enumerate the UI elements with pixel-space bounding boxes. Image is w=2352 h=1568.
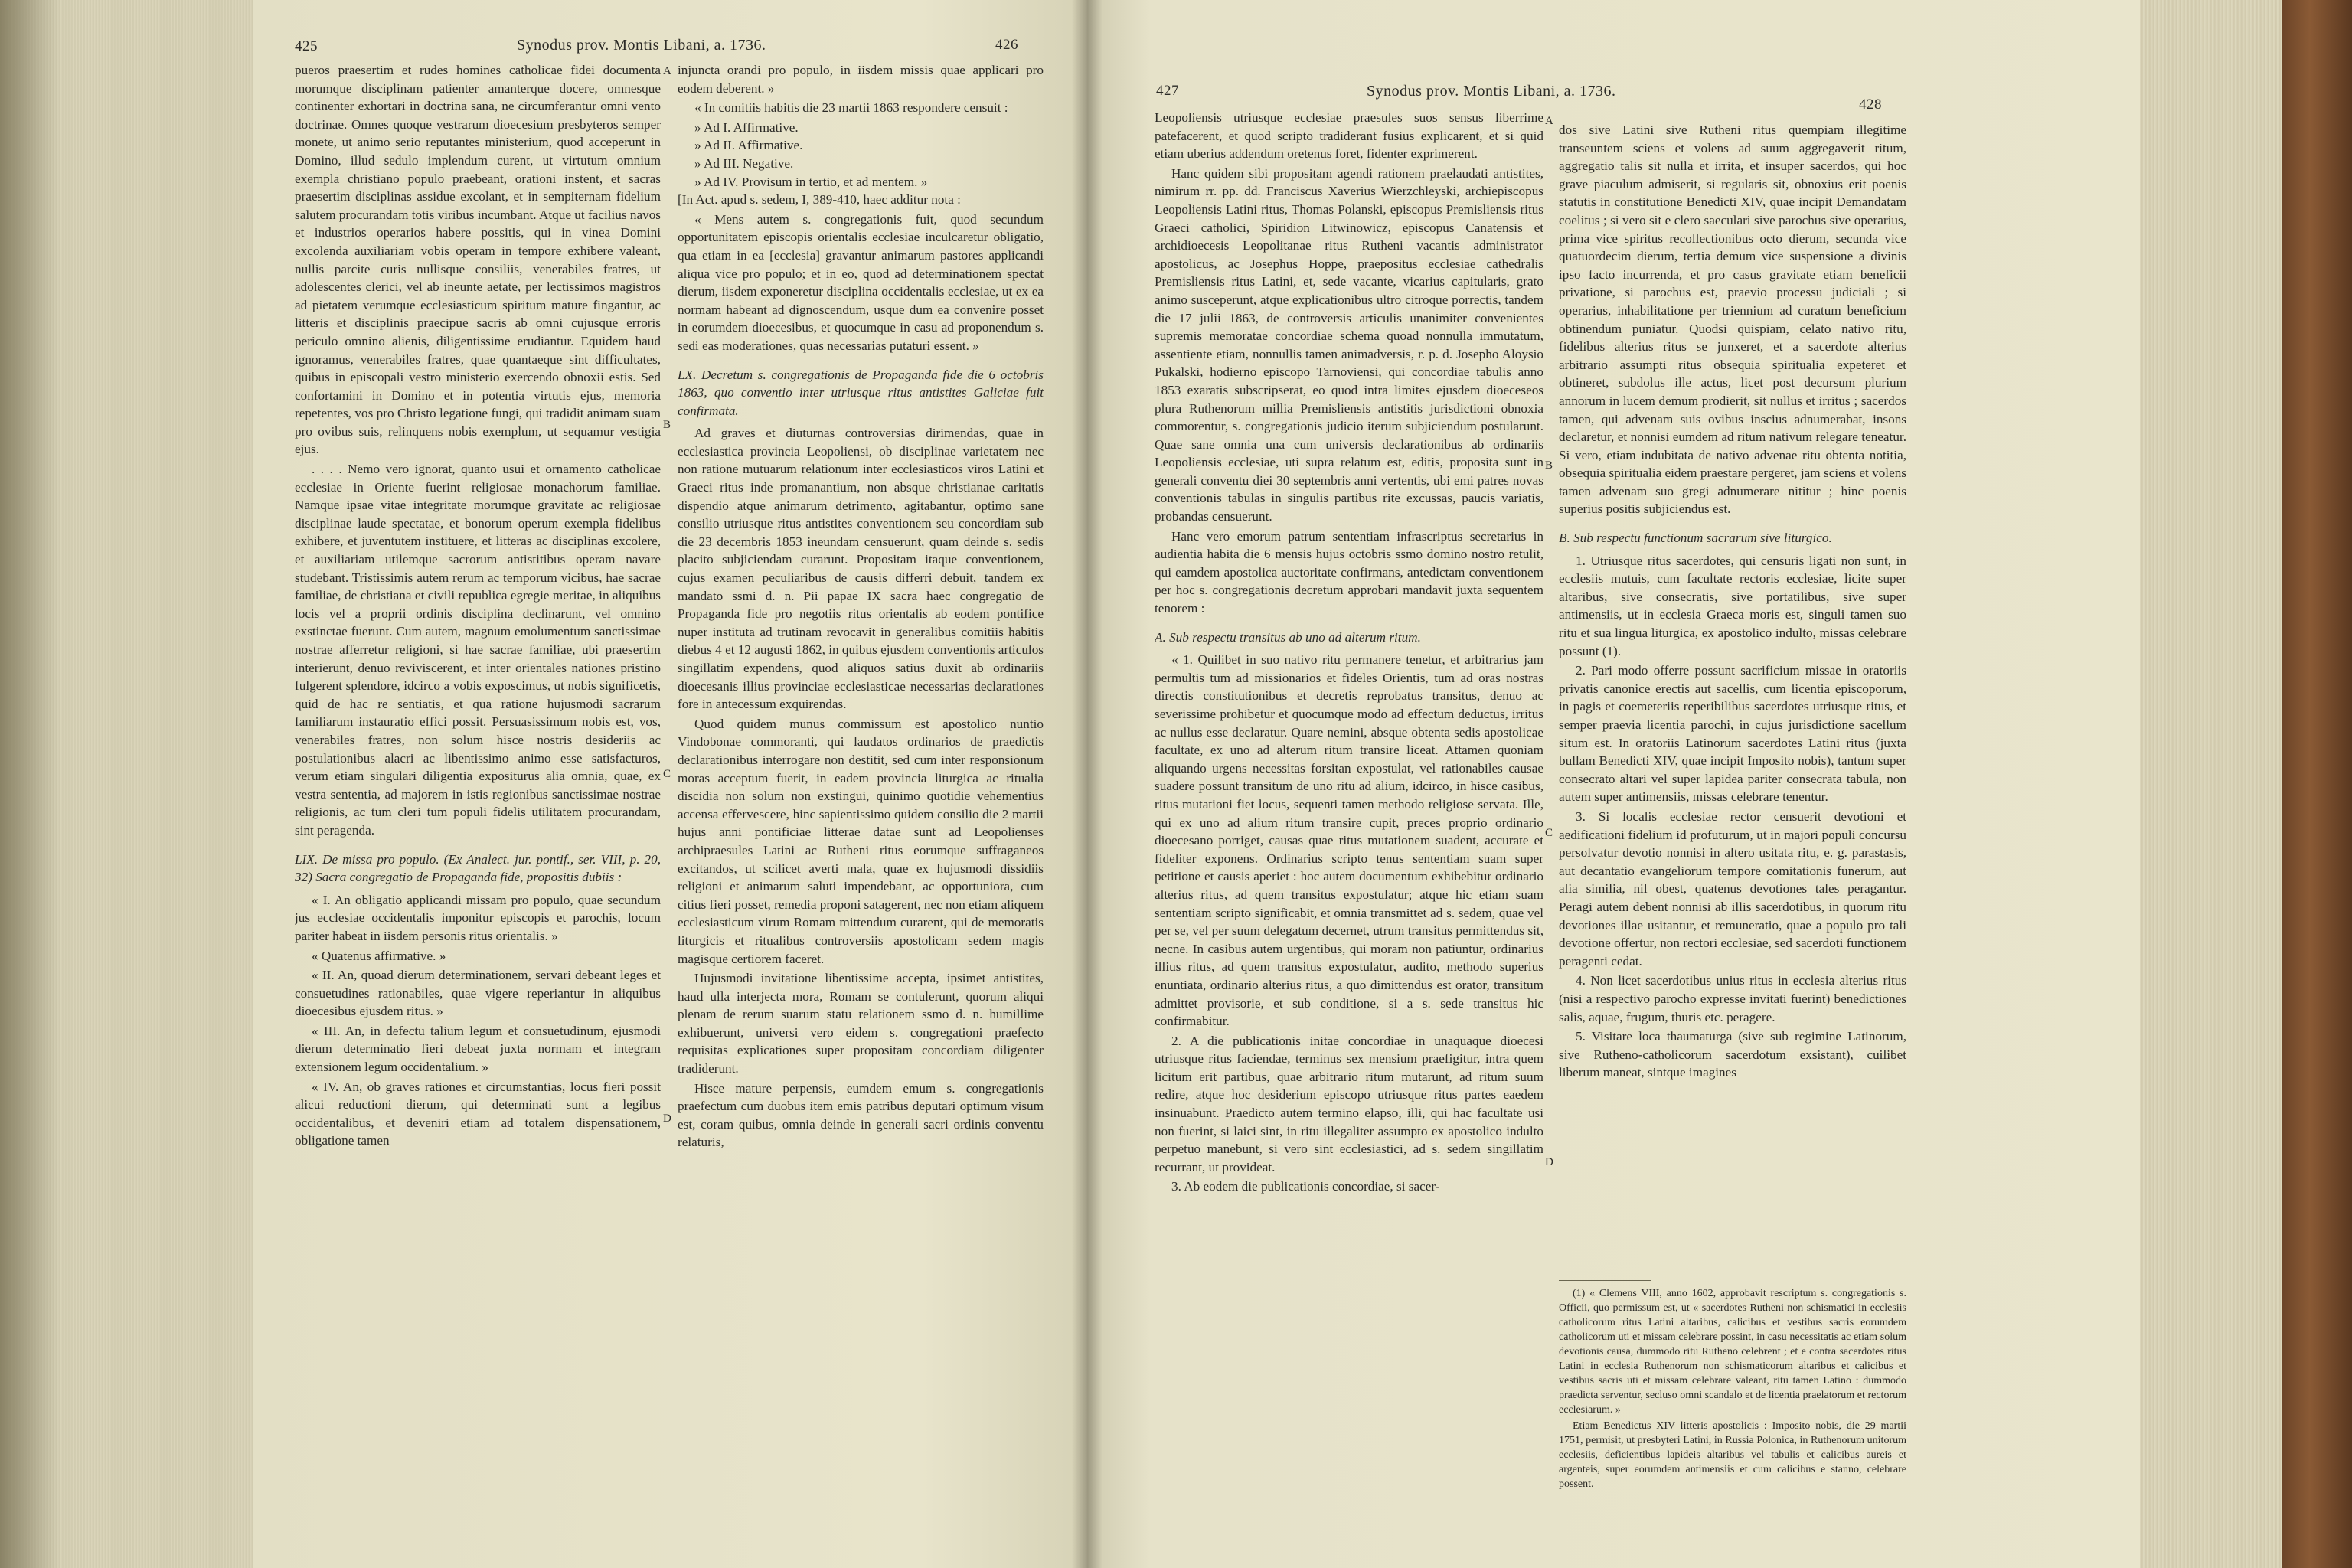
left-column-1: [295, 61, 661, 1543]
paragraph: LIX. De missa pro populo. (Ex Analect. jur. pontif., ser. VIII, p. 20, 32) Sacra congregatio de Propaganda fide, propositis dubiis :: [295, 851, 661, 885]
left-page-number-left: 425: [295, 38, 318, 54]
paragraph: « In comitiis habitis die 23 martii 1863 respondere censuit :: [694, 100, 1008, 116]
margin-letter-d: D: [663, 1112, 671, 1125]
paragraph: Hanc quidem sibi propositam agendi rationem praelaudati antistites, nimirum rr. pp. dd. Franciscus Xaverius Wierzchleyski, archiepiscopus Leopoliensis Latini ritus, Thomas Polanski, episcopus Premisliensis ritus Graeci catholici, Spiridion Litwinowicz, episcopus Canatensis et archidioecesis Leopolitanae ritus Rutheni vacantis administrator apostolicus, ac Josephus Hoppe, praepositus ecclesiae cathedralis Premisliensis ritus Latini, et, sede vacante, vicarius capitularis, grato animo susceperunt, atque explicationibus ultro citroque porrectis, tandem die 17 julii 1863, de controversis articulis unanimiter convenientes supremis memoratae concordiae schema quoad nonnulla immutatum, assentiente etiam, nonnullis tamen animadversis, r. p. d. Josepho Aloysio Pukalski, hodierno episcopo Tarnoviensi, qui concordiae tabulis anno 1853 exaratis subscripserat, eo quod intra limites ejusdem dioeceseos plura Ruthenorum millia Premisliensis antistitis jurisdictioni obnoxia commorentur, s. congregationis judicio iterum subjiciendum postularunt. Quae sane omnia una cum universis declarationibus ab ordinariis Leopoliensis ecclesiae, uti supra relatum est, editis, proposita sunt in generali conventu diei 30 septembris anni vertentis, ubi emi patres novas conventionis tabulas in singulis partibus rite excussas, paucis variatis, probandas censuerunt.: [1155, 165, 1544, 524]
paragraph: Leopoliensis utriusque ecclesiae praesules suos sensus liberrime patefacerent, et quod scripto tradiderant fusius explicarent, et si quid etiam uberius addendum oretenus foret, fidenter exprimerent.: [1155, 110, 1544, 162]
margin-letter-a: A: [663, 65, 671, 77]
right-running-head: Synodus prov. Montis Libani, a. 1736.: [1367, 83, 1616, 100]
paragraph: » Ad III. Negative.: [694, 155, 794, 171]
book-cover-edge: [2282, 0, 2352, 1568]
right-column-1: [1155, 109, 1544, 1540]
footnotes: [1559, 1286, 1906, 1539]
margin-letter-d-right: D: [1545, 1156, 1553, 1168]
paragraph: » Ad I. Affirmative.: [694, 119, 799, 135]
paragraph: « 1. Quilibet in suo nativo ritu permanere tenetur, et arbitrarius jam permultis tum ad missionarios et fideles Orientis, tum ad oras nostras directis constitutionibus et decretis reprobatus transitus, denuo ac severissime prohibetur et quocumque modo ad effectum deductus, irritus ac nullus esse declaratur. Quare nemini, absque obtenta sedis apostolicae facultate, ex uno ad alterum ritum transire liceat. Attamen quoniam aliquando urgens necessitas forsitan expostulat, vel rationabiles causae suadere possunt transitum de uno ritu ad alium, idcirco, in hisce casibus, ritus mutationi fiet locus, sequenti tamen methodo religiose servata. Ille, qui ex uno ad alium ritum transire cupit, preces proprio ordinario dioecesano porriget, causas quae ritus mutationem suadent, accurate et fideliter exponens. Ordinarius scripto tenus sententiam suam super petitione et causis aperiet : hoc autem documentum exhibebitur ordinario alterius ritus, ad quem transitus expostulatur; atque hic etiam suam sententiam scripto significabit, et omnia transmittet ad s. sedem, quae vel per se, vel per suum delegatum decernet, utrum transitus permittendus sit, necne. In casibus autem urgentibus, qui moram non patiuntur, ordinarius illius ritus, ad quem transitus expostulatur, audito, methodo superius enuntiata, ordinario alterius ritus, a quo dimittendus est orator, transitum admittet provisorie, et sub conditione, si a s. sede transitus hic confirmabitur.: [1155, 652, 1544, 1029]
paragraph: LX. Decretum s. congregationis de Propaganda fide die 6 octobris 1863, quo conventio inter utriusque ritus antistites Galiciae fuit confirmata.: [678, 367, 1044, 418]
paragraph: 2. A die publicationis initae concordiae in unaquaque dioecesi utriusque ritus faciendae, terminus sex mensium praefigitur, intra quem licitum erit partibus, quae arbitrario ritum mutarunt, ad ritum suum redire, atque hoc desiderium episcopo utriusque ritus partes eaedem insinuabunt. Praedicto autem termino elapso, illi, qui hac facultate usi non fuerint, si laici sint, in ritu illegaliter assumpto ex apostolico indulto perpetuo manebunt, si vero sint ecclesiastici, ad s. sedem singillatim recurrant, ut provideat.: [1155, 1033, 1544, 1174]
paragraph: [In Act. apud s. sedem, I, 389-410, haec additur nota :: [678, 192, 961, 207]
margin-letter-b-right: B: [1545, 459, 1553, 472]
paragraph: 2. Pari modo offerre possunt sacrificium missae in oratoriis privatis canonice erectis aut sacellis, cum licentia episcoporum, in pagis et coemeteriis reperibilibus sacerdotes utriusque ritus, et semper praevia licentia parochi, in cujus jurisdictione sacellum situm est. In oratoriis Latinorum sacerdotes Latini ritus (juxta bullam Benedicti XIV, quae incipit Imposito nobis), tantum super consecrato altari vel super lapidea pariter consecrata tabula, non autem super antimensiis, missas celebrare tenentur.: [1559, 663, 1906, 805]
book-gutter: [1072, 0, 1102, 1568]
paragraph: 3. Si localis ecclesiae rector censuerit devotioni et aedificationi fidelium id profuturum, ut in majori populi concursu persolvatur devotio nonnisi in altero usitata ritu, e. g. parastasis, aut decantatio evangeliorum tempore comitationis funerum, aut alia similia, nil obest, quatenus devotiones tales peragantur. Peragi autem debent nonnisi ab illis sacerdotibus, in quorum ritu devotiones illae usitantur, et remuneratio, quae a populo pro tali devotione offertur, non rectori ecclesiae, sed sacerdoti functionem peragenti cedat.: [1559, 808, 1906, 969]
paragraph: « II. An, quoad dierum determinationem, servari debeant leges et consuetudines rationabiles, quae vigere reperiantur in aliquibus dioecesibus ejusdem ritus. »: [295, 968, 661, 1019]
margin-letter-c: C: [663, 768, 671, 780]
margin-letter-c-right: C: [1545, 827, 1553, 839]
footnote: (1) « Clemens VIII, anno 1602, approbavit rescriptum s. congregationis s. Officii, quo permissum est, ut « sacerdotes Rutheni non schismatici in ecclesiis catholicorum ritus Latini altaribus, calicibus et vestibus sacris eorumdem catholicorum uti et missam celebrare possint, in casu necessitatis ac etiam solum devotionis causa, dummodo ritu Rutheno celebrent ; et e contra sacerdotes ritus Latini in ecclesia Ruthenorum non schismaticorum altaribus et calicibus et vestibus sacris uti et missam celebrare valeant, ritu tamen Latino : dummodo praedicta serventur, secluso omni scandalo et de licentia praelatorum et rectorum ecclesiarum. »: [1559, 1288, 1906, 1416]
paragraph: « IV. An, ob graves rationes et circumstantias, locus fieri possit alicui reductioni dierum, qui determinati sunt a legibus occidentalibus, et deveniri etiam ad totalem dispensationem, obligatione tamen: [295, 1079, 661, 1148]
margin-letter-a-right: A: [1545, 115, 1553, 127]
paragraph: 4. Non licet sacerdotibus unius ritus in ecclesia alterius ritus (nisi a respectivo parocho expresse invitati fuerint) benedictiones salis, aquae, frugum, thuris etc. peragere.: [1559, 973, 1906, 1024]
right-page-edges: [2140, 0, 2282, 1568]
paragraph: injuncta orandi pro populo, in iisdem missis quae applicari pro eodem deberent. »: [678, 63, 1044, 96]
paragraph: Ad graves et diuturnas controversias dirimendas, quae in ecclesiastica provincia Leopoliensi, ob disciplinae varietatem nec non ratione mutuarum relationum inter ecclesiasticos viros Latini et Graeci ritus inde promanantium, non absque christianae caritatis dispendio atque animarum detrimento, agitabantur, optimo sane consilio utriusque ritus antistites conventionem seu concordiam sub die 23 decembris 1853 ineundam censuerunt, quam deinde s. sedis placito subjiciendam curarunt. Propositam itaque conventionem, cujus examen peculiaribus de causis differri debuit, tandem ex mandato ssmi d. n. Pii papae IX sacra haec congregatio de Propaganda fide pro negotiis ritus orientalis ab eodem pontifice nuper instituta ad trutinam revocavit in generalibus comitiis habitis diebus 4 et 12 augusti 1862, in quibus ejusdem conventionis articulos singillatim expendens, quod aliquos satius duxit ab ordinariis dioecesanis illius provinciae ecclesiasticae necessarias declarationes fore in antecessum exquirendas.: [678, 426, 1044, 712]
paragraph: 3. Ab eodem die publicationis concordiae, si sacer-: [1171, 1179, 1440, 1194]
paragraph: 1. Utriusque ritus sacerdotes, qui censuris ligati non sunt, in ecclesiis mutuis, cum facultate rectoris ecclesiae, licite super altaribus, sive consecratis, sive portatilibus, sive super antimensiis, ut in ecclesia Graeca moris est, singuli tamen suo ritu et sua lingua liturgica, ex apostolico indulto, missas celebrare possunt (1).: [1559, 553, 1906, 658]
left-running-head: Synodus prov. Montis Libani, a. 1736.: [517, 37, 766, 54]
margin-letter-b: B: [663, 419, 671, 431]
paragraph: » Ad IV. Provisum in tertio, et ad mentem. »: [694, 174, 928, 189]
paragraph: Hujusmodi invitatione libentissime accepta, ipsimet antistites, haud ulla interjecta mora, Romam se contulerunt, quorum aliqui plenam de rerum suarum statu relationem ssmo d. n. humillime exhibuerunt, universi vero eidem s. congregationi praefecto requisitas explicationes super propositam concordiam diligenter tradiderunt.: [678, 971, 1044, 1076]
left-column-2: [678, 61, 1044, 1543]
paragraph: Quod quidem munus commissum est apostolico nuntio Vindobonae commoranti, qui laudatos ordinarios de praedictis declarationibus interrogare non destitit, sed cum inter responsionum moras acceptum fuerit, in eadem provincia liturgica ac ritualia discidia non solum non exstingui, quinimo quotidie vehementius accensa effervescere, hinc sapientissimo quidem consilio die 2 martii hujus anni pontificiae litterae datae sunt ad Leopolienses archipraesules Latini ac Rutheni ritus eorumque suffraganeos excitandos, ut scilicet averti mala, quae ex hujusmodi dissidiis religioni et animarum saluti impendebant, ac opportuniora, cum citius fieri posset, remedia proponi satagerent, nec non etiam aliquem ecclesiasticum virum Romam mittendum curarent, qui de memoratis liturgicis et ritualibus controversiis apostolicam sedem magis magisque certiorem faceret.: [678, 716, 1044, 966]
paragraph: « Quatenus affirmative. »: [312, 948, 446, 963]
paragraph: . . . . Nemo vero ignorat, quanto usui et ornamento catholicae ecclesiae in Oriente fuerint religiosae monachorum familiae. Namque ipsae vitae integritate morumque gravitate ac religiosae disciplinae laude spectatae, et bonorum operum exempla fidelibus exhibere, et juventutem instituere, et litteras ac disciplinas excolere, et auxiliariam utilemque sacrorum antistitibus operam navare studebant. Tristissimis autem rerum ac temporum vicibus, hae sacrae familiae, de christiana et civili republica egregie meritae, in aliquibus locis vel a proprii ordinis disciplina declinarunt, vel omnino exstinctae fuerunt. Cum autem, magnum emolumentum sanctissimae nostrae afferretur religioni, si hae sacrae familiae, ubi praesertim interierunt, denuo reviviscerent, et inter orientales nationes pristino fulgerent splendore, idcirco a vobis exposcimus, ut nobis significetis, quid de hac re sentiatis, et qua ratione hujusmodi sacrarum familiarum instauratio effici possit. Persuasissimum nobis est, vos, venerabiles fratres, non solum hisce nostris desideriis ac postulationibus alacri ac libentissimo animo esse satisfacturos, verum etiam singulari diligentia expositurus alia omnia, quae, ex vestra sententia, ad majorem in istis regionibus sanctissimae nostrae religionis, ac tum cleri tum populi fidelis utilitatem procurandam, sint peragenda.: [295, 462, 661, 838]
paragraph: A. Sub respectu transitus ab uno ad alterum ritum.: [1155, 629, 1421, 645]
paragraph: Hanc vero emorum patrum sententiam infrascriptus secretarius in audientia habita die 6 mensis hujus octobris ssmo domino nostro retulit, qui eamdem apostolica auctoritate confirmans, antedictam conventionem per hoc s. congregationis decretum approbari mandavit juxta sequentem tenorem :: [1155, 528, 1544, 616]
left-page-edges: [0, 0, 253, 1568]
footnote: Etiam Benedictus XIV litteris apostolicis : Imposito nobis, die 29 martii 1751, permisit, ut presbyteri Latini, in Russia Polonica, in Ruthenorum unitorum ecclesiis, deficientibus lapideis altaribus vel tabulis et calicibus aureis et argenteis, super eorumdem antimensiis et cum calicibus e stanno, celebrare possent.: [1559, 1420, 1906, 1490]
right-page: [1087, 0, 2140, 1568]
right-page-number-right: 428: [1859, 96, 1882, 113]
right-page-number-left: 427: [1156, 83, 1179, 99]
paragraph: « Mens autem s. congregationis fuit, quod secundum opportunitatem episcopis orientalis ecclesiae inculcaretur obligatio, qua etiam in ea [ecclesia] gravantur animarum pastores applicandi aliqua vice pro populo; et in eo, quod ad determinationem spectat dierum, iisdem exponeretur disciplina occidentalis ecclesiae, ut ex ea normam habeant ad dignoscendum, usque dum ea convenire posset in eorumdem dioecesibus, et quocumque in casu ad proponendum s. sedi eas moderationes, quas necessarias putaturi essent. »: [678, 211, 1044, 353]
footnote-rule: [1559, 1280, 1651, 1281]
paragraph: pueros praesertim et rudes homines catholicae fidei documenta morumque disciplinam patienter amanterque docere, omnesque continenter exhortari in doctrina sana, ne circumferantur omni vento doctrinae. Omnes quoque vestrarum dioecesium presbyteros semper monete, ut animo serio reputantes ministerium, quod acceperunt in Domino, illud sedulo implendum curent, ut virtutum omnium exempla christiano populo praebeant, orationi instent, et sacras praesertim disciplinas assidue excolant, et in sempiternam fidelium salutem procurandam totis viribus incumbant. Atque ut facilius navos et industrios operarios habere possitis, qui in vinea Domini excolenda auxiliariam vobis operam in tempore exhibere valeant, nullis parcite curis nullisque consiliis, venerabiles fratres, ut adolescentes clerici, vel ab ineunte aetate, per lectissimos magistros ad pietatem verumque ecclesiasticum spiritum mature fingantur, ac litteris et disciplinis praecipue sacris ab omni cujusque erroris periculo omnino alienis, diligentissime erudiantur. Equidem haud ignoramus, venerabiles fratres, quae quantaeque sint difficultates, quibus in episcopali vestro ministerio exercendo obnoxii estis. Sed confortamini in Domino et in potentia virtutis ejus, memoria repetentes, vos pro Christo legatione fungi, qui tradidit animam suam pro ovibus suis, relinquens nobis exemplum, ut sequamur vestigia ejus.: [295, 63, 661, 457]
left-page-number-right: 426: [995, 37, 1018, 53]
paragraph: « I. An obligatio applicandi missam pro populo, quae secundum jus ecclesiae occidentalis imponitur episcopis et parochis, locum pariter habeat in iisdem personis ritus orientalis. »: [295, 892, 661, 943]
right-column-2: [1559, 121, 1906, 1277]
paragraph: dos sive Latini sive Rutheni ritus quempiam illegitime transeuntem sciens et volens ad suum aggregaverit ritum, aggregatio talis sit nulla et irrita, et insuper sacerdos, qui hoc grave piaculum admiserit, si regularis sit, obnoxius erit poenis statutis in constitutione Benedicti XIV, quae incipit Demandatam coelitus ; si vero sit e clero saeculari sive parochus sive operarius, prima vice spiritus recollectionibus octo dierum, secunda vice quatuordecim dierum, tertia demum vice suspensione a divinis ipso facto incurrenda, et pro casus gravitate etiam beneficii privatione, si parochus est, praevio processu judiciali ; si operarius, inhabilitatione per triennium ad curatum beneficium obtinendum puniatur. Quodsi quispiam, celato nativo ritu, fidelibus alterius ritus se junxeret, et a sacerdote alterius arbitrario assumpti ritus obsequia spiritualia expeteret et obtineret, subdolus ille actus, licet post decursum plurium annorum in lucem demum prodierit, sit nullus et irritus ; sacerdos tamen, qui advenam suis ovibus inscius adnumerabat, insons declaretur, et nonnisi eumdem ad ritum nativum relegare teneatur. Si vero, etiam indubitata de nativo advenae ritu obtenta notitia, obsequia spiritualia eidem praestare pergeret, jam sciens et volens tamen advenam suo gregi adnumerare nititur ; hinc poenis superius positis subjiciendus est.: [1559, 122, 1906, 517]
paragraph: » Ad II. Affirmative.: [694, 138, 803, 153]
paragraph: « III. An, in defectu talium legum et consuetudinum, ejusmodi dierum determinatio fieri debeat juxta normam et integram extensionem legum occidentalium. »: [295, 1023, 661, 1075]
paragraph: Hisce mature perpensis, eumdem emum s. congregationis praefectum cum duobus item emis patribus deputari optimum visum est, coram quibus, omnia deinde in generali sacri ordinis conventu relaturis,: [678, 1080, 1044, 1150]
left-page: [253, 0, 1087, 1568]
paragraph: 5. Visitare loca thaumaturga (sive sub regimine Latinorum, sive Rutheno-catholicorum sacerdotum exsistant), cuilibet liberum maneat, sintque imagines: [1559, 1029, 1906, 1080]
paragraph: B. Sub respectu functionum sacrarum sive liturgico.: [1559, 531, 1832, 546]
